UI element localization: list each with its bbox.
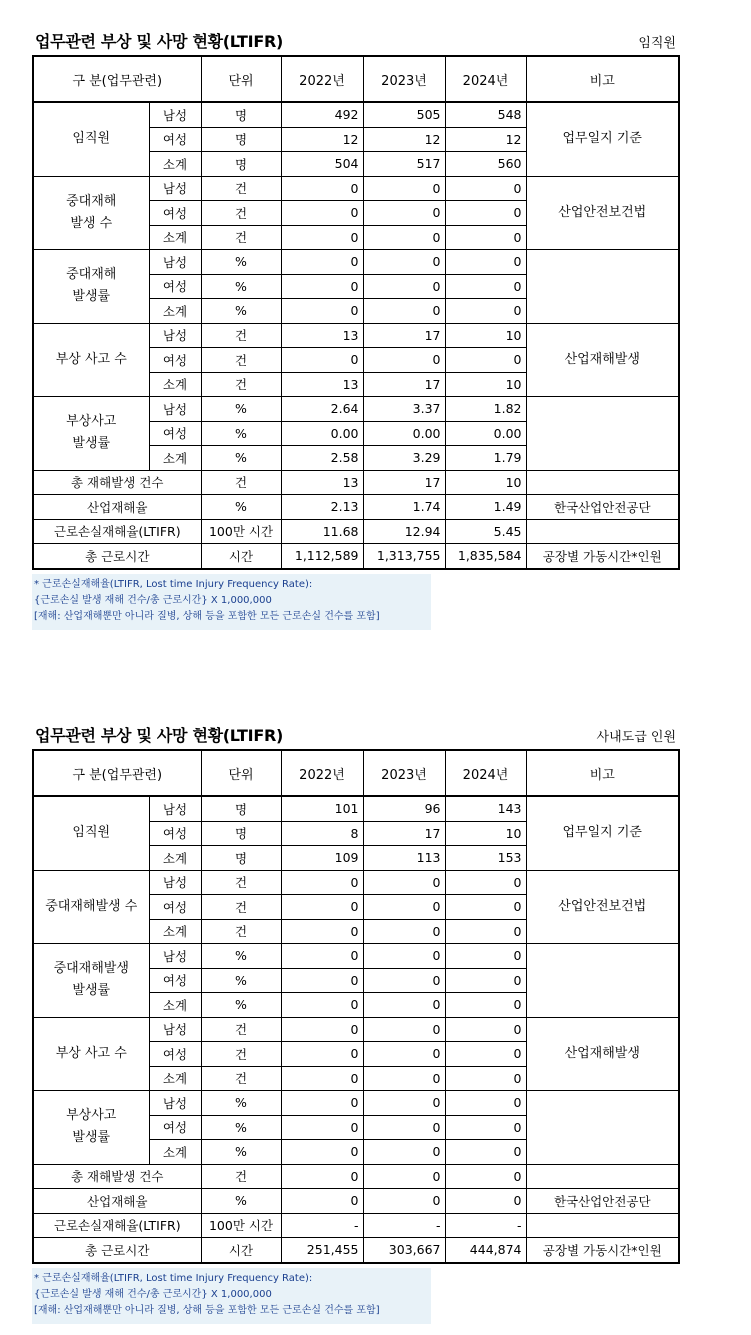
table-section-employees bbox=[32, 28, 678, 630]
unit-cell: 100만 시간 bbox=[201, 519, 281, 544]
remark-cell bbox=[526, 1213, 679, 1238]
section-group-label: 사내도급 인원 bbox=[596, 730, 676, 745]
remark-cell: 업무일지 기준 bbox=[526, 796, 679, 870]
unit-cell: % bbox=[201, 993, 281, 1018]
header-year: 2022년 bbox=[281, 750, 363, 796]
section-group-label: 임직원 bbox=[638, 36, 676, 51]
unit-cell: 건 bbox=[201, 1042, 281, 1067]
row-sub-label: 소계 bbox=[149, 1066, 201, 1091]
value-cell: 12 bbox=[363, 127, 445, 152]
value-cell: 0 bbox=[363, 1042, 445, 1067]
value-cell: 3.29 bbox=[363, 446, 445, 471]
ltifr-table bbox=[32, 55, 680, 570]
ltifr-table bbox=[32, 749, 680, 1264]
value-cell: 1,112,589 bbox=[281, 544, 363, 569]
row-label: 산업재해율 bbox=[33, 495, 201, 520]
value-cell: 0 bbox=[281, 870, 363, 895]
row-sub-label: 여성 bbox=[149, 1042, 201, 1067]
row-sub-label: 여성 bbox=[149, 421, 201, 446]
unit-cell: 명 bbox=[201, 821, 281, 846]
row-group-label: 중대재해발생 수 bbox=[33, 870, 149, 944]
footnote-line: {근로손실 발생 재해 건수/총 근로시간} X 1,000,000 bbox=[34, 1288, 272, 1300]
unit-cell: % bbox=[201, 944, 281, 969]
value-cell: 10 bbox=[445, 470, 526, 495]
unit-cell: 건 bbox=[201, 323, 281, 348]
value-cell: 0 bbox=[445, 895, 526, 920]
unit-cell: % bbox=[201, 397, 281, 422]
remark-cell: 산업재해발생 bbox=[526, 323, 679, 397]
row-group-label: 중대재해 발생률 bbox=[33, 250, 149, 324]
value-cell: 0 bbox=[281, 176, 363, 201]
row-sub-label: 남성 bbox=[149, 250, 201, 275]
row-sub-label: 남성 bbox=[149, 870, 201, 895]
value-cell: 0 bbox=[363, 870, 445, 895]
value-cell: 113 bbox=[363, 846, 445, 871]
table-row bbox=[33, 323, 679, 348]
value-cell: 0 bbox=[445, 919, 526, 944]
remark-cell: 산업안전보건법 bbox=[526, 870, 679, 944]
section-header bbox=[32, 722, 678, 749]
row-sub-label: 여성 bbox=[149, 127, 201, 152]
table-row bbox=[33, 870, 679, 895]
section-title: 업무관련 부상 및 사망 현황(LTIFR) bbox=[35, 726, 283, 745]
value-cell: 17 bbox=[363, 821, 445, 846]
value-cell: 0 bbox=[363, 274, 445, 299]
row-sub-label: 여성 bbox=[149, 1115, 201, 1140]
unit-cell: 건 bbox=[201, 1066, 281, 1091]
value-cell: 13 bbox=[281, 470, 363, 495]
value-cell: 0.00 bbox=[363, 421, 445, 446]
value-cell: 0 bbox=[445, 1066, 526, 1091]
table-row bbox=[33, 102, 679, 127]
row-sub-label: 남성 bbox=[149, 397, 201, 422]
row-sub-label: 소계 bbox=[149, 446, 201, 471]
unit-cell: % bbox=[201, 1189, 281, 1214]
value-cell: 0 bbox=[363, 348, 445, 373]
row-group-label: 부상사고 발생률 bbox=[33, 1091, 149, 1165]
value-cell: 143 bbox=[445, 796, 526, 821]
row-sub-label: 남성 bbox=[149, 102, 201, 127]
value-cell: 504 bbox=[281, 152, 363, 177]
value-cell: 0 bbox=[445, 1189, 526, 1214]
value-cell: 2.13 bbox=[281, 495, 363, 520]
value-cell: 12.94 bbox=[363, 519, 445, 544]
value-cell: 251,455 bbox=[281, 1238, 363, 1263]
value-cell: 0.00 bbox=[281, 421, 363, 446]
row-sub-label: 소계 bbox=[149, 225, 201, 250]
value-cell: 0 bbox=[445, 1042, 526, 1067]
row-sub-label: 남성 bbox=[149, 1017, 201, 1042]
value-cell: 492 bbox=[281, 102, 363, 127]
footnote-box bbox=[32, 574, 431, 630]
value-cell: 10 bbox=[445, 323, 526, 348]
table-row bbox=[33, 1238, 679, 1263]
remark-cell bbox=[526, 470, 679, 495]
footnote-line: * 근로손실재해율(LTIFR, Lost time Injury Frequency Rate): bbox=[34, 1272, 313, 1284]
value-cell: 0 bbox=[445, 1017, 526, 1042]
value-cell: 0 bbox=[363, 968, 445, 993]
value-cell: 0 bbox=[281, 225, 363, 250]
value-cell: 0 bbox=[363, 1140, 445, 1165]
table-row bbox=[33, 519, 679, 544]
footnote-line: [재해: 산업재해뿐만 아니라 질병, 상해 등을 포함한 모든 근로손실 건수를 포함] bbox=[34, 1304, 380, 1316]
remark-cell: 산업안전보건법 bbox=[526, 176, 679, 250]
header-remark: 비고 bbox=[526, 750, 679, 796]
table-row bbox=[33, 1091, 679, 1116]
value-cell: 12 bbox=[281, 127, 363, 152]
row-sub-label: 여성 bbox=[149, 821, 201, 846]
value-cell: 0 bbox=[445, 968, 526, 993]
value-cell: 0 bbox=[363, 299, 445, 324]
table-row bbox=[33, 796, 679, 821]
table-row bbox=[33, 1164, 679, 1189]
unit-cell: % bbox=[201, 1115, 281, 1140]
unit-cell: % bbox=[201, 274, 281, 299]
table-row bbox=[33, 470, 679, 495]
value-cell: - bbox=[363, 1213, 445, 1238]
unit-cell: 명 bbox=[201, 127, 281, 152]
value-cell: 560 bbox=[445, 152, 526, 177]
value-cell: 0 bbox=[281, 1017, 363, 1042]
header-remark: 비고 bbox=[526, 56, 679, 102]
value-cell: 0 bbox=[445, 225, 526, 250]
value-cell: 0 bbox=[281, 250, 363, 275]
value-cell: 0 bbox=[445, 1164, 526, 1189]
table-row bbox=[33, 250, 679, 275]
remark-cell: 산업재해발생 bbox=[526, 1017, 679, 1091]
row-sub-label: 소계 bbox=[149, 1140, 201, 1165]
unit-cell: 건 bbox=[201, 176, 281, 201]
value-cell: 303,667 bbox=[363, 1238, 445, 1263]
value-cell: 17 bbox=[363, 372, 445, 397]
row-label: 총 재해발생 건수 bbox=[33, 470, 201, 495]
value-cell: 0 bbox=[281, 1164, 363, 1189]
table-row bbox=[33, 397, 679, 422]
value-cell: 8 bbox=[281, 821, 363, 846]
unit-cell: 시간 bbox=[201, 544, 281, 569]
value-cell: 11.68 bbox=[281, 519, 363, 544]
unit-cell: 건 bbox=[201, 1017, 281, 1042]
value-cell: 0 bbox=[281, 1140, 363, 1165]
value-cell: 0 bbox=[281, 919, 363, 944]
row-group-label: 부상 사고 수 bbox=[33, 1017, 149, 1091]
value-cell: 12 bbox=[445, 127, 526, 152]
row-label: 산업재해율 bbox=[33, 1189, 201, 1214]
row-sub-label: 여성 bbox=[149, 274, 201, 299]
value-cell: 0 bbox=[445, 299, 526, 324]
unit-cell: 명 bbox=[201, 102, 281, 127]
unit-cell: 명 bbox=[201, 152, 281, 177]
header-unit: 단위 bbox=[201, 56, 281, 102]
value-cell: 0 bbox=[363, 919, 445, 944]
value-cell: 548 bbox=[445, 102, 526, 127]
table-row bbox=[33, 944, 679, 969]
value-cell: 1.74 bbox=[363, 495, 445, 520]
value-cell: 0 bbox=[363, 1066, 445, 1091]
remark-cell: 공장별 가동시간*인원 bbox=[526, 1238, 679, 1263]
value-cell: 0 bbox=[363, 1115, 445, 1140]
value-cell: 0 bbox=[281, 968, 363, 993]
value-cell: 0 bbox=[281, 1066, 363, 1091]
unit-cell: % bbox=[201, 299, 281, 324]
remark-cell bbox=[526, 519, 679, 544]
remark-cell: 한국산업안전공단 bbox=[526, 1189, 679, 1214]
value-cell: 0 bbox=[363, 201, 445, 226]
unit-cell: % bbox=[201, 250, 281, 275]
table-row bbox=[33, 544, 679, 569]
value-cell: 0 bbox=[281, 1091, 363, 1116]
value-cell: 444,874 bbox=[445, 1238, 526, 1263]
row-sub-label: 남성 bbox=[149, 1091, 201, 1116]
table-row bbox=[33, 1017, 679, 1042]
unit-cell: % bbox=[201, 421, 281, 446]
value-cell: 2.58 bbox=[281, 446, 363, 471]
unit-cell: 100만 시간 bbox=[201, 1213, 281, 1238]
row-sub-label: 소계 bbox=[149, 372, 201, 397]
value-cell: 0 bbox=[281, 348, 363, 373]
value-cell: 517 bbox=[363, 152, 445, 177]
unit-cell: 명 bbox=[201, 796, 281, 821]
row-label: 근로손실재해율(LTIFR) bbox=[33, 519, 201, 544]
remark-cell bbox=[526, 397, 679, 471]
unit-cell: 시간 bbox=[201, 1238, 281, 1263]
remark-cell: 공장별 가동시간*인원 bbox=[526, 544, 679, 569]
value-cell: 0 bbox=[445, 348, 526, 373]
unit-cell: 건 bbox=[201, 225, 281, 250]
remark-cell bbox=[526, 1091, 679, 1165]
value-cell: 17 bbox=[363, 470, 445, 495]
value-cell: 13 bbox=[281, 372, 363, 397]
value-cell: 0 bbox=[445, 1091, 526, 1116]
header-category: 구 분(업무관련) bbox=[33, 750, 201, 796]
value-cell: 0 bbox=[281, 1189, 363, 1214]
header-category: 구 분(업무관련) bbox=[33, 56, 201, 102]
table-row bbox=[33, 495, 679, 520]
header-unit: 단위 bbox=[201, 750, 281, 796]
value-cell: 0 bbox=[363, 944, 445, 969]
row-group-label: 임직원 bbox=[33, 796, 149, 870]
remark-cell bbox=[526, 1164, 679, 1189]
value-cell: 3.37 bbox=[363, 397, 445, 422]
value-cell: 0 bbox=[281, 201, 363, 226]
unit-cell: 건 bbox=[201, 372, 281, 397]
row-group-label: 부상사고 발생률 bbox=[33, 397, 149, 471]
value-cell: 0 bbox=[445, 1140, 526, 1165]
footnote-box bbox=[32, 1268, 431, 1324]
row-sub-label: 소계 bbox=[149, 993, 201, 1018]
value-cell: 101 bbox=[281, 796, 363, 821]
value-cell: 505 bbox=[363, 102, 445, 127]
value-cell: - bbox=[445, 1213, 526, 1238]
header-row bbox=[33, 750, 679, 796]
value-cell: 0 bbox=[363, 1189, 445, 1214]
unit-cell: 건 bbox=[201, 870, 281, 895]
header-year: 2024년 bbox=[445, 56, 526, 102]
unit-cell: % bbox=[201, 446, 281, 471]
remark-cell bbox=[526, 250, 679, 324]
value-cell: 0 bbox=[445, 944, 526, 969]
value-cell: 0 bbox=[445, 870, 526, 895]
value-cell: 0 bbox=[363, 225, 445, 250]
remark-cell bbox=[526, 944, 679, 1018]
value-cell: 0 bbox=[445, 176, 526, 201]
value-cell: 0 bbox=[281, 1042, 363, 1067]
value-cell: 109 bbox=[281, 846, 363, 871]
value-cell: 0 bbox=[281, 1115, 363, 1140]
row-sub-label: 소계 bbox=[149, 299, 201, 324]
value-cell: 1,835,584 bbox=[445, 544, 526, 569]
row-group-label: 부상 사고 수 bbox=[33, 323, 149, 397]
header-year: 2024년 bbox=[445, 750, 526, 796]
header-row bbox=[33, 56, 679, 102]
value-cell: 0 bbox=[363, 1017, 445, 1042]
unit-cell: % bbox=[201, 1140, 281, 1165]
row-sub-label: 남성 bbox=[149, 176, 201, 201]
value-cell: 10 bbox=[445, 372, 526, 397]
unit-cell: % bbox=[201, 968, 281, 993]
unit-cell: 명 bbox=[201, 846, 281, 871]
unit-cell: 건 bbox=[201, 919, 281, 944]
row-sub-label: 소계 bbox=[149, 919, 201, 944]
row-sub-label: 여성 bbox=[149, 895, 201, 920]
value-cell: 0 bbox=[363, 895, 445, 920]
remark-cell: 한국산업안전공단 bbox=[526, 495, 679, 520]
value-cell: 0 bbox=[363, 1164, 445, 1189]
header-year: 2023년 bbox=[363, 750, 445, 796]
remark-cell: 업무일지 기준 bbox=[526, 102, 679, 176]
value-cell: 10 bbox=[445, 821, 526, 846]
value-cell: 0 bbox=[445, 274, 526, 299]
value-cell: 0 bbox=[445, 250, 526, 275]
value-cell: 0 bbox=[445, 201, 526, 226]
row-label: 근로손실재해율(LTIFR) bbox=[33, 1213, 201, 1238]
header-year: 2022년 bbox=[281, 56, 363, 102]
row-group-label: 중대재해 발생 수 bbox=[33, 176, 149, 250]
value-cell: 5.45 bbox=[445, 519, 526, 544]
value-cell: 0 bbox=[363, 176, 445, 201]
value-cell: 13 bbox=[281, 323, 363, 348]
row-sub-label: 남성 bbox=[149, 944, 201, 969]
value-cell: 0 bbox=[281, 274, 363, 299]
table-section-subcontract bbox=[32, 722, 678, 1324]
value-cell: 0 bbox=[445, 1115, 526, 1140]
row-sub-label: 소계 bbox=[149, 846, 201, 871]
value-cell: 96 bbox=[363, 796, 445, 821]
unit-cell: % bbox=[201, 1091, 281, 1116]
table-row bbox=[33, 176, 679, 201]
value-cell: 17 bbox=[363, 323, 445, 348]
value-cell: 153 bbox=[445, 846, 526, 871]
row-sub-label: 여성 bbox=[149, 968, 201, 993]
footnote-line: {근로손실 발생 재해 건수/총 근로시간} X 1,000,000 bbox=[34, 594, 272, 606]
row-group-label: 임직원 bbox=[33, 102, 149, 176]
section-title: 업무관련 부상 및 사망 현황(LTIFR) bbox=[35, 32, 283, 51]
row-sub-label: 소계 bbox=[149, 152, 201, 177]
value-cell: 0 bbox=[363, 1091, 445, 1116]
value-cell: 0 bbox=[363, 993, 445, 1018]
value-cell: 1.49 bbox=[445, 495, 526, 520]
row-group-label: 중대재해발생 발생률 bbox=[33, 944, 149, 1018]
value-cell: 0 bbox=[281, 895, 363, 920]
value-cell: - bbox=[281, 1213, 363, 1238]
row-sub-label: 남성 bbox=[149, 323, 201, 348]
unit-cell: 건 bbox=[201, 895, 281, 920]
section-header bbox=[32, 28, 678, 55]
unit-cell: 건 bbox=[201, 201, 281, 226]
footnote-line: * 근로손실재해율(LTIFR, Lost time Injury Frequency Rate): bbox=[34, 578, 313, 590]
row-label: 총 근로시간 bbox=[33, 544, 201, 569]
row-sub-label: 여성 bbox=[149, 348, 201, 373]
value-cell: 0 bbox=[281, 944, 363, 969]
unit-cell: 건 bbox=[201, 1164, 281, 1189]
row-label: 총 근로시간 bbox=[33, 1238, 201, 1263]
value-cell: 0 bbox=[445, 993, 526, 1018]
value-cell: 0 bbox=[363, 250, 445, 275]
unit-cell: 건 bbox=[201, 348, 281, 373]
table-row bbox=[33, 1189, 679, 1214]
table-row bbox=[33, 1213, 679, 1238]
value-cell: 1.82 bbox=[445, 397, 526, 422]
value-cell: 1,313,755 bbox=[363, 544, 445, 569]
row-sub-label: 남성 bbox=[149, 796, 201, 821]
value-cell: 0 bbox=[281, 993, 363, 1018]
value-cell: 1.79 bbox=[445, 446, 526, 471]
header-year: 2023년 bbox=[363, 56, 445, 102]
footnote-line: [재해: 산업재해뿐만 아니라 질병, 상해 등을 포함한 모든 근로손실 건수를 포함] bbox=[34, 610, 380, 622]
row-label: 총 재해발생 건수 bbox=[33, 1164, 201, 1189]
unit-cell: % bbox=[201, 495, 281, 520]
value-cell: 2.64 bbox=[281, 397, 363, 422]
row-sub-label: 여성 bbox=[149, 201, 201, 226]
value-cell: 0.00 bbox=[445, 421, 526, 446]
value-cell: 0 bbox=[281, 299, 363, 324]
unit-cell: 건 bbox=[201, 470, 281, 495]
